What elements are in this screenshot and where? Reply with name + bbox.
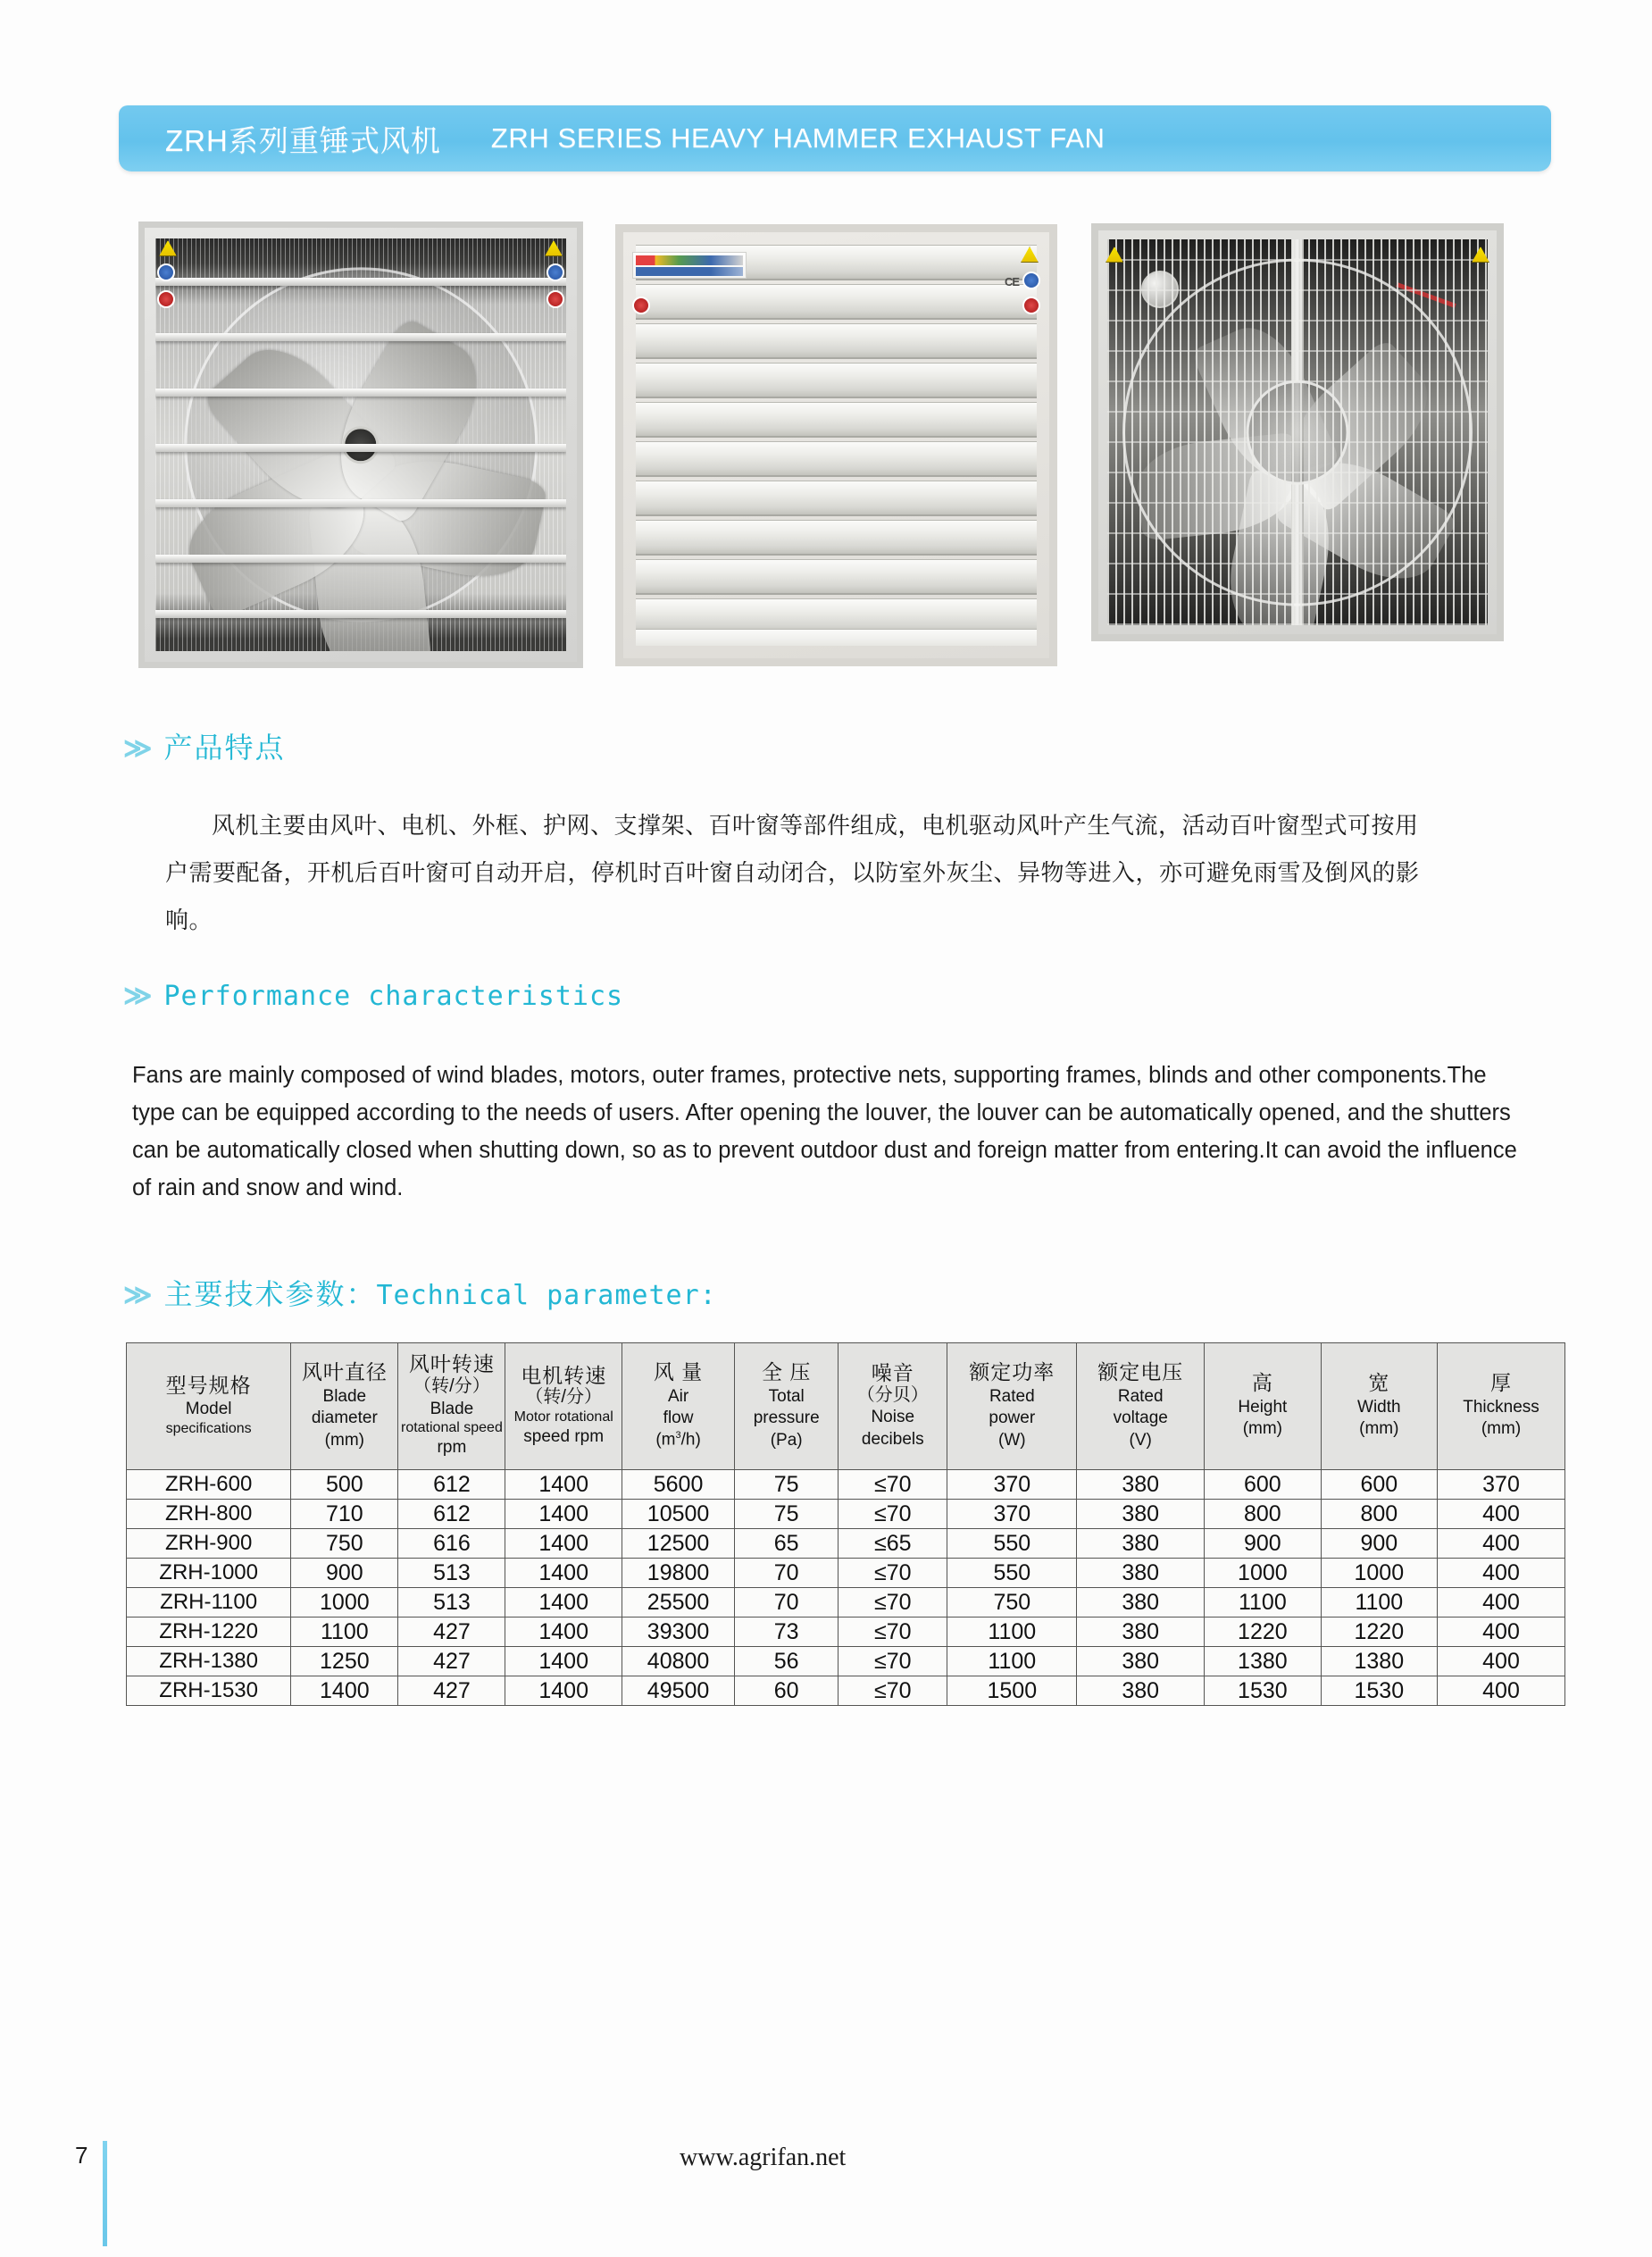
table-cell-model: ZRH-1100	[127, 1588, 291, 1618]
table-cell: ≤70	[839, 1559, 947, 1588]
table-cell: 1100	[1321, 1588, 1437, 1618]
table-row	[127, 1500, 1565, 1529]
table-cell: 800	[1321, 1500, 1437, 1529]
table-cell-model: ZRH-1530	[127, 1676, 291, 1706]
table-cell: 49500	[622, 1676, 734, 1706]
table-cell: 600	[1321, 1470, 1437, 1500]
caution-badge-icon	[546, 290, 564, 308]
info-badge-icon	[1022, 272, 1040, 289]
table-cell: 73	[735, 1618, 839, 1647]
chevron-right-icon: ≫	[123, 732, 150, 764]
table-cell: 1220	[1321, 1618, 1437, 1647]
table-cell: 1000	[1321, 1559, 1437, 1588]
caution-badge-icon	[1022, 297, 1040, 314]
table-cell: 400	[1438, 1647, 1565, 1676]
table-cell: 56	[735, 1647, 839, 1676]
table-cell: 75	[735, 1470, 839, 1500]
table-cell: 750	[947, 1588, 1077, 1618]
footer-website-url: www.agrifan.net	[680, 2144, 847, 2171]
table-cell: 1380	[1321, 1647, 1437, 1676]
table-cell: ≤70	[839, 1588, 947, 1618]
table-cell: 612	[398, 1470, 505, 1500]
table-header-row	[127, 1343, 1565, 1470]
table-cell: 75	[735, 1500, 839, 1529]
performance-paragraph-en: Fans are mainly composed of wind blades, motors, outer frames, protective nets, supporting frames, blinds and other components.The type can be equipped according to the needs of users. After opening the louver, the louver can be automatically opened, and the shutters can be automatically closed when shutting down, so as to prevent outdoor dust and foreign matter from entering.It can avoid the influence of rain and snow and wind.	[132, 1063, 1517, 1200]
ce-mark-icon: CE	[1004, 275, 1019, 288]
table-cell: 427	[398, 1676, 505, 1706]
table-row	[127, 1529, 1565, 1559]
table-column-header-7: 额定功率 Rated power (W)	[947, 1343, 1077, 1470]
table-cell-model: ZRH-1380	[127, 1647, 291, 1676]
table-cell: 400	[1438, 1618, 1565, 1647]
section-heading-performance-label: Performance characteristics	[163, 981, 624, 1012]
table-cell: 1100	[1205, 1588, 1321, 1618]
caution-badge-icon	[632, 297, 650, 314]
table-cell: ≤70	[839, 1470, 947, 1500]
table-cell: 616	[398, 1529, 505, 1559]
table-cell: 380	[1077, 1500, 1205, 1529]
banner-title-en: ZRH SERIES HEAVY HAMMER EXHAUST FAN	[490, 122, 1106, 154]
table-cell-model: ZRH-1000	[127, 1559, 291, 1588]
table-column-header-10: 宽 Width (mm)	[1321, 1343, 1437, 1470]
table-cell: 19800	[622, 1559, 734, 1588]
footer-accent-bar	[103, 2141, 107, 2246]
table-body	[127, 1470, 1565, 1706]
table-cell: 1400	[291, 1676, 398, 1706]
table-cell-model: ZRH-900	[127, 1529, 291, 1559]
table-cell: 70	[735, 1588, 839, 1618]
table-cell: 380	[1077, 1618, 1205, 1647]
product-image-row	[138, 222, 1505, 668]
table-column-header-3: 电机转速 （转/分） Motor rotational speed rpm	[505, 1343, 622, 1470]
table-row	[127, 1647, 1565, 1676]
table-cell-model: ZRH-800	[127, 1500, 291, 1529]
table-cell: 900	[291, 1559, 398, 1588]
table-cell: ≤70	[839, 1500, 947, 1529]
table-row	[127, 1588, 1565, 1618]
table-cell: 380	[1077, 1647, 1205, 1676]
table-cell-model: ZRH-600	[127, 1470, 291, 1500]
table-cell: 60	[735, 1676, 839, 1706]
table-cell: 1100	[947, 1618, 1077, 1647]
table-cell: 380	[1077, 1676, 1205, 1706]
table-cell: 900	[1205, 1529, 1321, 1559]
table-cell: 500	[291, 1470, 398, 1500]
info-badge-icon	[157, 263, 175, 281]
table-column-header-11: 厚 Thickness (mm)	[1438, 1343, 1565, 1470]
table-cell: 1400	[505, 1618, 622, 1647]
page-banner	[119, 105, 1551, 171]
table-cell: 750	[291, 1529, 398, 1559]
table-cell: 1530	[1321, 1676, 1437, 1706]
section-heading-performance	[123, 980, 623, 1012]
table-column-header-8: 额定电压 Rated voltage (V)	[1077, 1343, 1205, 1470]
table-cell: 10500	[622, 1500, 734, 1529]
page-number: 7	[75, 2142, 88, 2169]
table-cell: ≤70	[839, 1647, 947, 1676]
table-cell: 370	[947, 1500, 1077, 1529]
table-cell: 1400	[505, 1470, 622, 1500]
technical-parameter-table	[126, 1342, 1565, 1706]
table-cell: 1400	[505, 1500, 622, 1529]
table-cell: 1250	[291, 1647, 398, 1676]
section-heading-technical-label-cn: 主要技术参数：	[163, 1278, 377, 1310]
table-cell: 612	[398, 1500, 505, 1529]
product-label-sticker	[632, 252, 747, 279]
table-cell: 40800	[622, 1647, 734, 1676]
table-cell: ≤70	[839, 1676, 947, 1706]
product-image-shutter-view	[615, 224, 1057, 666]
table-column-header-9: 高 Height (mm)	[1205, 1343, 1321, 1470]
table-row	[127, 1559, 1565, 1588]
table-cell: 550	[947, 1559, 1077, 1588]
table-row	[127, 1676, 1565, 1706]
section-heading-features	[123, 725, 285, 766]
table-cell: 380	[1077, 1588, 1205, 1618]
chevron-right-icon: ≫	[123, 1279, 150, 1310]
table-cell: 1100	[947, 1647, 1077, 1676]
table-cell: 427	[398, 1618, 505, 1647]
table-cell: 400	[1438, 1559, 1565, 1588]
table-column-header-5: 全 压 Total pressure (Pa)	[735, 1343, 839, 1470]
table-cell: 380	[1077, 1529, 1205, 1559]
table-cell: 710	[291, 1500, 398, 1529]
table-cell: 513	[398, 1588, 505, 1618]
table-cell: 1400	[505, 1676, 622, 1706]
table-cell: 1530	[1205, 1676, 1321, 1706]
table-cell: 550	[947, 1529, 1077, 1559]
table-row	[127, 1618, 1565, 1647]
table-cell: 1100	[291, 1618, 398, 1647]
product-image-front-view	[138, 222, 583, 668]
chevron-right-icon: ≫	[123, 980, 150, 1011]
table-column-header-2: 风叶转速 （转/分） Blade rotational speed rpm	[398, 1343, 505, 1470]
features-paragraph-cn: 风机主要由风叶、电机、外框、护网、支撑架、百叶窗等部件组成，电机驱动风叶产生气流，活动百叶窗型式可按用户需要配备，开机后百叶窗可自动开启，停机时百叶窗自动闭合，以防室外灰尘、异物等进入，亦可避免雨雪及倒风的影响。	[165, 812, 1420, 933]
table-cell: 1000	[1205, 1559, 1321, 1588]
table-cell: 370	[1438, 1470, 1565, 1500]
table-cell: 900	[1321, 1529, 1437, 1559]
table-cell: ≤70	[839, 1618, 947, 1647]
table-column-header-6: 噪音 （分贝） Noise decibels	[839, 1343, 947, 1470]
table-cell: 1400	[505, 1559, 622, 1588]
table-cell: 380	[1077, 1559, 1205, 1588]
section-heading-features-label: 产品特点	[163, 731, 286, 764]
table-cell: 1400	[505, 1647, 622, 1676]
table-cell: 600	[1205, 1470, 1321, 1500]
section-heading-technical-label-en: Technical parameter:	[376, 1280, 717, 1311]
table-column-header-4: 风 量 Air flow $(m^3/h)$	[622, 1343, 734, 1470]
banner-title-cn: ZRH系列重锤式风机	[165, 123, 441, 157]
table-cell: 513	[398, 1559, 505, 1588]
product-image-rear-view	[1091, 223, 1504, 641]
table-cell: 39300	[622, 1618, 734, 1647]
table-cell: 400	[1438, 1676, 1565, 1706]
table-cell-model: ZRH-1220	[127, 1618, 291, 1647]
table-cell: 1400	[505, 1529, 622, 1559]
caution-badge-icon	[157, 290, 175, 308]
table-cell: 400	[1438, 1529, 1565, 1559]
table-cell: 1380	[1205, 1647, 1321, 1676]
table-row	[127, 1470, 1565, 1500]
table-cell: 400	[1438, 1500, 1565, 1529]
table-cell: 800	[1205, 1500, 1321, 1529]
table-cell: 1220	[1205, 1618, 1321, 1647]
table-cell: 25500	[622, 1588, 734, 1618]
table-cell: 400	[1438, 1588, 1565, 1618]
table-cell: ≤65	[839, 1529, 947, 1559]
table-cell: 370	[947, 1470, 1077, 1500]
table-cell: 5600	[622, 1470, 734, 1500]
section-heading-technical	[123, 1272, 717, 1313]
table-column-header-1: 风叶直径 Blade diameter (mm)	[291, 1343, 398, 1470]
table-cell: 1400	[505, 1588, 622, 1618]
table-cell: 380	[1077, 1470, 1205, 1500]
table-cell: 12500	[622, 1529, 734, 1559]
table-column-header-0: 型号规格 Model specifications	[127, 1343, 291, 1470]
info-badge-icon	[546, 263, 564, 281]
table-cell: 1500	[947, 1676, 1077, 1706]
table-cell: 65	[735, 1529, 839, 1559]
table-cell: 1000	[291, 1588, 398, 1618]
table-cell: 70	[735, 1559, 839, 1588]
table-cell: 427	[398, 1647, 505, 1676]
